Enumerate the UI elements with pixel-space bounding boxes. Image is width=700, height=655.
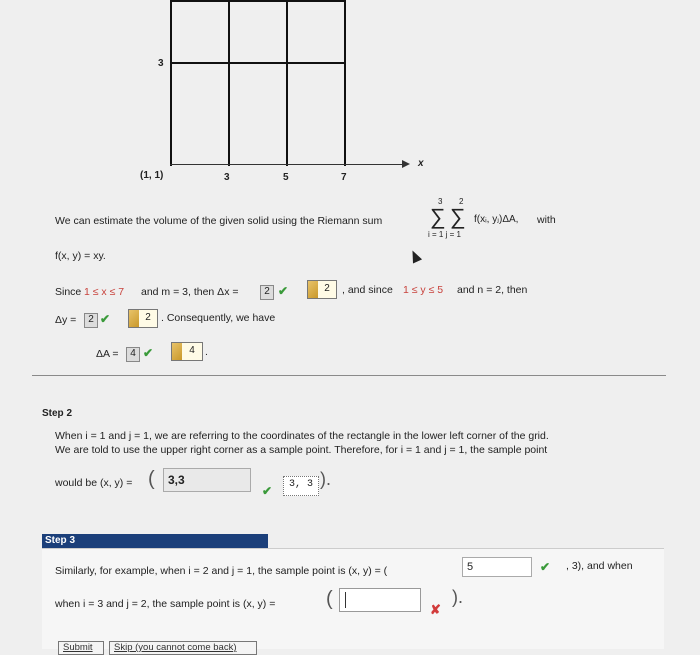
- da-check-icon: ✔: [143, 346, 154, 360]
- riemann-grid-graph: [0, 0, 700, 190]
- dx-answer-box: [307, 280, 337, 299]
- open-paren: (: [148, 468, 155, 490]
- step2-line3: would be (x, y) =: [55, 477, 133, 489]
- step1-content: [0, 190, 700, 370]
- text-caret-icon: [345, 592, 346, 608]
- function-definition: f(x, y) = xy.: [55, 250, 106, 262]
- dy-answer-box: [128, 309, 158, 328]
- m-text: and m = 3, then Δx =: [141, 286, 239, 298]
- x-axis-label: x: [418, 158, 424, 169]
- sum-upper-inner: 2: [459, 197, 464, 206]
- step2-title: Step 2: [42, 408, 73, 419]
- sample-point-i2-check-icon: ✔: [540, 560, 551, 574]
- sample-point-i3-cross-icon: ✘: [430, 602, 441, 617]
- sample-point-i3-input[interactable]: [339, 588, 421, 612]
- x-axis: [170, 164, 406, 165]
- sample-point-check-icon: ✔: [262, 484, 273, 498]
- answer-flag-icon: [308, 281, 318, 298]
- x-tick-7: 7: [341, 172, 347, 183]
- riemann-intro: We can estimate the volume of the given solid using the Riemann sum: [55, 215, 383, 227]
- step3-header-bar: [42, 534, 268, 548]
- step3-line2: when i = 3 and j = 2, the sample point is (x, y) =: [55, 598, 276, 610]
- step3-close-paren: ).: [452, 587, 463, 607]
- origin-label: (1, 1): [140, 170, 164, 181]
- n-text: and n = 2, then: [457, 284, 528, 296]
- step3-line1: Similarly, for example, when i = 2 and j = 1, the sample point is (x, y) = (: [55, 565, 388, 577]
- dy-label: Δy =: [55, 314, 77, 326]
- x-range: 1 ≤ x ≤ 7: [84, 286, 125, 298]
- grid-line-x7: [344, 0, 346, 166]
- open-paren-2: (: [326, 588, 333, 610]
- step2-close-paren: ).: [320, 469, 331, 489]
- section-divider: [32, 375, 666, 376]
- sum-term: f(xᵢ, yⱼ)ΔA,: [474, 214, 519, 225]
- sum-with: with: [537, 214, 556, 226]
- da-value-box: 4: [126, 347, 140, 362]
- x-tick-3: 3: [224, 172, 230, 183]
- sum-upper-outer: 3: [438, 197, 443, 206]
- sigma-inner-icon: ∑: [450, 204, 466, 229]
- grid-line-x1: [170, 0, 172, 166]
- step3-line1-end: , 3), and when: [566, 560, 633, 572]
- x-tick-5: 5: [283, 172, 289, 183]
- since-text: Since: [55, 286, 82, 298]
- consequently-text: . Consequently, we have: [161, 312, 276, 324]
- sample-point-answer-box: [283, 476, 319, 496]
- and-since-text: , and since: [342, 284, 393, 296]
- dy-check-icon: ✔: [100, 312, 111, 326]
- sample-point-input[interactable]: 3,3: [163, 468, 251, 492]
- step2-line1: When i = 1 and j = 1, we are referring to the coordinates of the rectangle in the lower left corner of the grid.: [55, 430, 549, 442]
- sum-lower: i = 1 j = 1: [428, 230, 461, 239]
- dx-answer: 2: [324, 283, 330, 294]
- dy-value-box: 2: [84, 313, 98, 328]
- sample-point-i2-input[interactable]: 5: [462, 557, 532, 577]
- dx-value-box: 2: [260, 285, 274, 300]
- da-answer-box: [171, 342, 203, 361]
- step3-title: Step 3: [45, 535, 76, 546]
- grid-line-y3: [170, 62, 346, 64]
- grid-line-x3: [228, 0, 230, 166]
- y-range: 1 ≤ y ≤ 5: [403, 284, 444, 296]
- y-tick-3: 3: [158, 58, 164, 69]
- grid-line-x5: [286, 0, 288, 166]
- da-label: ΔA =: [96, 348, 119, 360]
- submit-button[interactable]: Submit: [58, 641, 104, 655]
- dy-answer: 2: [145, 312, 151, 323]
- grid-line-y5: [170, 0, 346, 2]
- sigma-outer-icon: ∑: [430, 204, 446, 229]
- x-axis-arrow-icon: [402, 160, 410, 168]
- sample-point-answer: 3, 3: [288, 479, 313, 490]
- da-answer: 4: [189, 345, 195, 356]
- dx-check-icon: ✔: [278, 284, 289, 298]
- skip-button[interactable]: Skip (you cannot come back): [109, 641, 257, 655]
- answer-flag-icon: [172, 343, 182, 360]
- step2-line2: We are told to use the upper right corner as a sample point. Therefore, for i = 1 and j = 1, the sample point: [55, 444, 548, 456]
- answer-flag-icon: [129, 310, 139, 327]
- da-period: .: [205, 346, 208, 358]
- mouse-cursor-icon: [408, 248, 422, 263]
